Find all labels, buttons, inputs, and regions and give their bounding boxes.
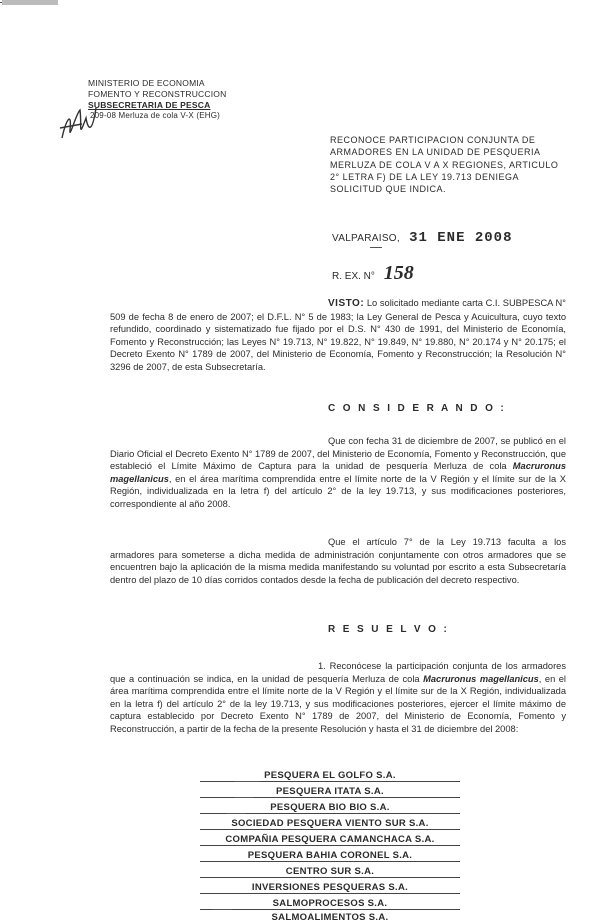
considerando-heading: C O N S I D E R A N D O : (328, 403, 507, 414)
reference-summary: RECONOCE PARTICIPACION CONJUNTA DE ARMADORES EN LA UNIDAD DE PESQUERIA MERLUZA DE COLA V A X REGIONES, ARTICULO 2° LETRA F) DE LA LEY 19.713 DENIEGA SOLICITUD QUE INDICA. (330, 135, 559, 195)
resolution-label: R. EX. N° (332, 271, 375, 282)
visto-section (110, 297, 566, 374)
company-4: SOCIEDAD PESQUERA VIENTO SUR S.A. (200, 818, 460, 830)
considerando-p1-a: Que con fecha 31 de diciembre de 2007, se publicó en el Diario Oficial el Decreto Exento N° 1789 de 2007, del Ministerio de Economía, Fomento y Reconstrucción, que estableció el Límite Máximo de Captura para la unidad de pesquería Merluza de cola (110, 436, 566, 472)
file-reference: 209-08 Merluza de cola V-X (EHG) (90, 111, 221, 120)
species-name-2: Macruronus magellanicus (423, 673, 539, 684)
resuelvo-p1-b: , en el área marítima comprendida entre el límite norte de la V Región y el límite sur de la X Región, individualizada en la letra f) del artículo 2° de la ley 19.713, y sus modificaciones posteriores, ejercer el límite máximo de captura establecido por Decreto Exento N° 1789 de 2007, del Ministerio de Economía, Fomento y Reconstrucción, a partir de la fecha de la presente Resolución y hasta el 31 de diciembre del 2008: (110, 673, 567, 734)
company-1: PESQUERA EL GOLFO S.A. (200, 770, 460, 782)
date-line (332, 230, 512, 246)
resolution-number: 158 (383, 262, 414, 284)
ministry-header (88, 78, 226, 121)
date-place: VALPARAISO, (332, 233, 400, 244)
list-dash-4 (212, 909, 232, 910)
date-stamp: 31 ENE 2008 (409, 230, 513, 246)
considerando-p2: Que el artículo 7° de la Ley 19.713 faculta a los armadores para someterse a dicha medida de administración conjuntamente con otros armadores que se encuentren bajo la aplicación de la misma medida manifestando su voluntad por escrito a esta Subsecretaría dentro del plazo de 10 días corridos contados desde la fecha de publicación del decreto respectivo. (110, 537, 566, 585)
resuelvo-heading: R E S U E L V O : (328, 624, 450, 635)
list-dash-1 (234, 781, 260, 782)
company-7: CENTRO SUR S.A. (200, 866, 460, 878)
company-8: INVERSIONES PESQUERAS S.A. (200, 882, 460, 894)
company-3: PESQUERA BIO BIO S.A. (200, 802, 460, 814)
considerando-p1-b: , en el área marítima comprendida entre el límite norte de la V Región y el límite sur de la X Región, individualizada en la letra f) del artículo 2° de la ley 19.713, y sus modificaciones posteriores, correspondiente al año 2008. (110, 473, 566, 509)
company-9: SALMOPROCESOS S.A. (200, 898, 460, 910)
company-6: PESQUERA BAHIA CORONEL S.A. (200, 850, 460, 862)
subsecretaria-line: SUBSECRETARIA DE PESCA (88, 100, 211, 110)
date-underline (370, 247, 382, 248)
resolution-line (332, 262, 414, 285)
visto-label: VISTO: (328, 298, 365, 309)
list-dash-2 (234, 797, 254, 798)
company-2: PESQUERA ITATA S.A. (200, 786, 460, 798)
visto-text: Lo solicitado mediante carta C.I. SUBPESCA N° 509 de fecha 8 de enero de 2007; el D.F.L. N° 5 de 1983; la Ley General de Pesca y Acuicultura, cuyo texto refundido, coordinado y sistematizado fue fijado por el D.S. N° 430 de 1991, del Ministerio de Economía, Fomento y Reconstrucción; las Leyes N° 19.713, N° 19.822, N° 19.849, N° 19.880, N° 20.174 y N° 20.175; el Decreto Exento N° 1789 de 2007, del Ministerio de Economía, Fomento y Reconstrucción; la Resolución N° 3296 de 2007, de esta Subsecretaría. (110, 298, 566, 372)
list-dash-3 (226, 813, 246, 814)
species-name: Macruronus magellanicus (110, 461, 566, 484)
considerando-paragraph-1 (110, 435, 566, 511)
resuelvo-paragraph-1 (110, 660, 566, 736)
scan-artifact-mark (2, 0, 58, 5)
considerando-paragraph-2 (110, 536, 566, 586)
company-5: COMPAÑIA PESQUERA CAMANCHACA S.A. (200, 834, 460, 846)
ministry-line-1: MINISTERIO DE ECONOMIA (88, 78, 205, 88)
resuelvo-p1-a: 1. Reconócese la participación conjunta de los armadores que a continuación se indica, en la unidad de pesquería Merluza de cola (110, 661, 566, 684)
company-10: SALMOALIMENTOS S.A. (271, 912, 389, 923)
ministry-line-2: FOMENTO Y RECONSTRUCCION (88, 89, 227, 99)
